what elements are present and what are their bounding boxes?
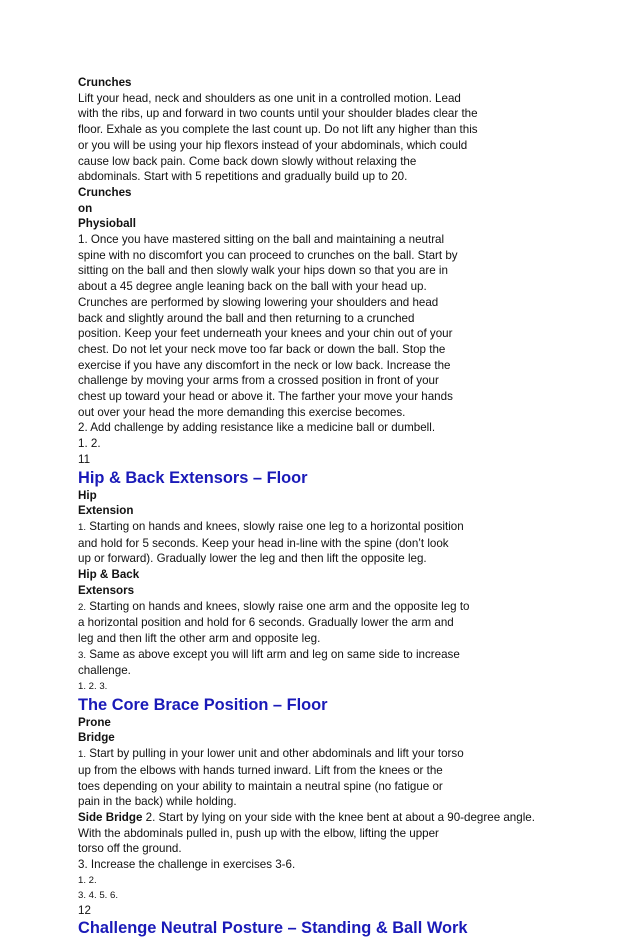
figure-labels: 1. 2. [78,874,97,886]
prone-bridge-title-line: Prone [78,715,111,729]
extensors-text-line [78,599,623,616]
extensors-title-line: Hip & Back [78,568,140,582]
physioball-text-line: chest. Do not let your neck move too far back or down the ball. Stop the [78,342,446,356]
physioball-text-line: chest up toward your head or above it. The farther your move your hands [78,390,453,404]
step-text: Same as above except you will lift arm and leg on same side to increase [86,647,460,661]
page-number: 12 [78,904,91,918]
physioball-text-line: back and slightly around the ball and then returning to a crunched [78,311,415,325]
hip-extension-text-line: and hold for 5 seconds. Keep your head in-line with the spine (don’t look [78,536,449,550]
physioball-text-line: exercise if you have any discomfort in the neck or low back. Increase the [78,358,451,372]
step-text: 2. Start by lying on your side with the knee bent at about a 90-degree angle. [142,810,535,824]
step-number: 2. [78,601,87,613]
page-number: 11 [78,452,91,466]
step-text: Start by pulling in your lower unit and other abdominals and lift your torso [86,747,464,761]
page-content [78,75,623,938]
physioball-text-line: spine with no discomfort you can proceed to crunches on the ball. Start by [78,248,458,262]
figure-labels: 3. 4. 5. 6. [78,890,119,902]
physioball-text-line: position. Keep your feet underneath your knees and your chin out of your [78,327,453,341]
section-heading: Challenge Neutral Posture – Standing & Ball Work [78,919,468,938]
physioball-text-line: sitting on the ball and then slowly walk your hips down so that you are in [78,264,448,278]
crunches-text-line: abdominals. Start with 5 repetitions and gradually build up to 20. [78,170,408,184]
crunches-title: Crunches [78,76,132,89]
step-number: 3. [78,649,87,661]
prone-bridge-text-line: pain in the back) while holding. [78,795,237,809]
side-bridge-text-line: With the abdominals pulled in, push up with the elbow, lifting the upper [78,826,439,840]
hip-extension-text-line [78,519,623,536]
physioball-text-line: 2. Add challenge by adding resistance like a medicine ball or dumbell. [78,421,436,435]
physioball-title-line: Physioball [78,217,136,231]
prone-bridge-text-line: toes depending on your ability to maintain a neutral spine (no fatigue or [78,779,443,793]
physioball-text-line: 1. Once you have mastered sitting on the ball and maintaining a neutral [78,233,445,247]
hip-extension-text-line: up or forward). Gradually lower the leg and then lift the opposite leg. [78,552,427,566]
crunches-text-line: floor. Exhale as you complete the last count up. Do not lift any higher than this [78,123,478,137]
same-side-text-line [78,647,623,664]
crunches-text-line: cause low back pain. Come back down slowly without relaxing the [78,154,417,168]
hip-extension-title-line: Hip [78,488,97,502]
same-side-text-line: challenge. [78,664,131,678]
physioball-text-line: about a 45 degree angle leaning back on the ball with your head up. [78,280,427,294]
physioball-title-line: on [78,201,93,215]
physioball-text-line: Crunches are performed by slowing lowering your shoulders and head [78,295,439,309]
physioball-text-line: challenge by moving your arms from a crossed position in front of your [78,374,439,388]
figure-labels: 1. 2. 3. [78,681,108,693]
step-number: 1. [78,521,87,533]
extensors-text-line: a horizontal position and hold for 6 seconds. Gradually lower the arm and [78,616,454,630]
extensors-title-line: Extensors [78,583,135,597]
step-text: Starting on hands and knees, slowly raise one arm and the opposite leg to [86,599,470,613]
section-heading: The Core Brace Position – Floor [78,695,328,714]
prone-bridge-title-line: Bridge [78,731,115,745]
physioball-text-line: out over your head the more demanding this exercise becomes. [78,405,406,419]
crunches-text-line: with the ribs, up and forward in two counts until your shoulder blades clear the [78,107,478,121]
side-bridge-title: Side Bridge [78,810,143,824]
extensors-text-line: leg and then lift the other arm and opposite leg. [78,631,321,645]
hip-extension-title-line: Extension [78,504,134,518]
side-bridge-text-line [78,810,623,826]
side-bridge-text-line: torso off the ground. [78,842,182,856]
crunches-text-line: Lift your head, neck and shoulders as one unit in a controlled motion. Lead [78,91,461,105]
section-heading: Hip & Back Extensors – Floor [78,468,308,487]
side-bridge-text-line: 3. Increase the challenge in exercises 3-6. [78,858,296,872]
prone-bridge-text-line [78,746,623,763]
figure-labels: 1. 2. [78,437,101,451]
step-number: 1. [78,749,87,761]
step-text: Starting on hands and knees, slowly raise one leg to a horizontal position [86,519,464,533]
prone-bridge-text-line: up from the elbows with hands turned inward. Lift from the knees or the [78,763,443,777]
crunches-text-line: or you will be using your hip flexors instead of your abdominals, which could [78,138,468,152]
physioball-title-line: Crunches [78,185,132,199]
